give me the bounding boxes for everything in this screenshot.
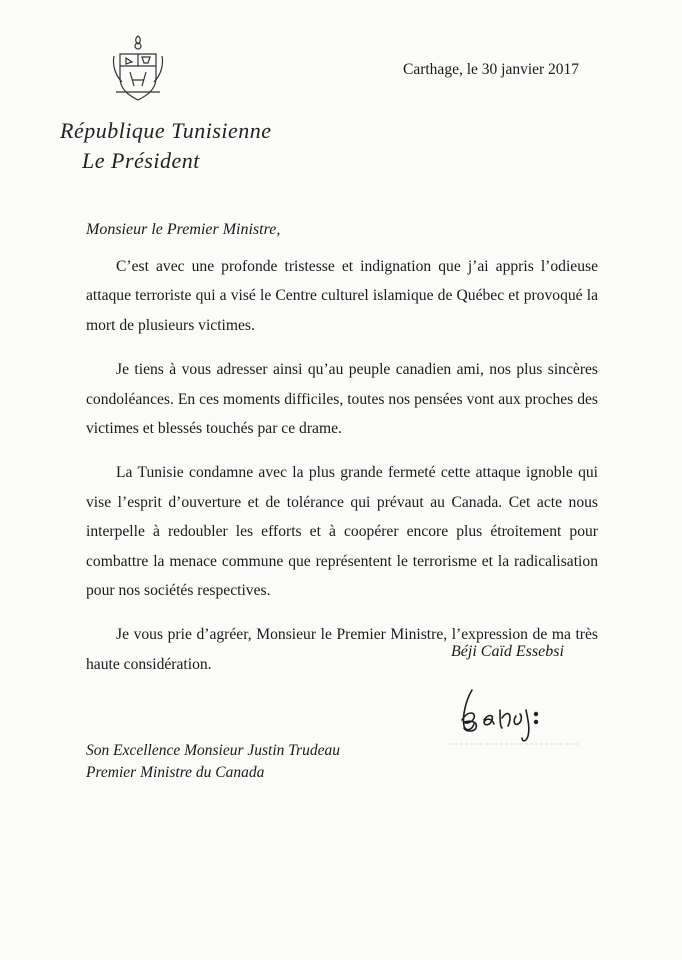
header-republic: République Tunisienne bbox=[60, 118, 272, 143]
letter-date: Carthage, le 30 janvier 2017 bbox=[403, 61, 580, 78]
header-president: Le Président bbox=[82, 148, 200, 173]
salutation: Monsieur le Premier Ministre, bbox=[86, 221, 281, 238]
paragraph-4: Je vous prie d’agréer, Monsieur le Premier Ministre, l’expression de ma très haute considération. bbox=[86, 626, 598, 673]
handwritten-signature bbox=[450, 680, 590, 750]
recipient-name: Son Excellence Monsieur Justin Trudeau bbox=[86, 742, 340, 759]
recipient-title: Premier Ministre du Canada bbox=[86, 764, 265, 781]
recipient-block bbox=[86, 740, 340, 784]
paragraph-1: C’est avec une profonde tristesse et indignation que j’ai appris l’odieuse attaque terroriste qui a visé le Centre culturel islamique de Québec et provoqué la mort de plusieurs victimes. bbox=[86, 258, 598, 334]
coat-of-arms-emblem bbox=[110, 32, 166, 106]
paragraph-3: La Tunisie condamne avec la plus grande fermeté cette attaque ignoble qui vise l’esprit d’ouverture et de tolérance qui prévaut au Canada. Cet acte nous interpelle à redoubler les efforts et à coopérer encore plus étroitement pour combattre la menace commune que représentent le terrorisme et la radicalisation pour nos sociétés respectives. bbox=[86, 464, 598, 600]
paragraph-2: Je tiens à vous adresser ainsi qu’au peuple canadien ami, nos plus sincères condoléances. En ces moments difficiles, toutes nos pensées vont aux proches des victimes et blessés touchés par ce drame. bbox=[86, 361, 598, 438]
signatory-name: Béji Caïd Essebsi bbox=[451, 643, 564, 660]
letter-body bbox=[86, 252, 598, 694]
